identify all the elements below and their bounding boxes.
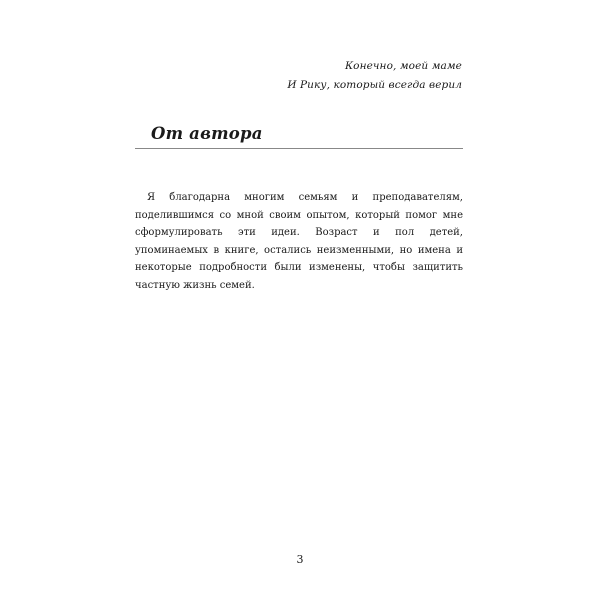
section-title: От автора <box>151 124 263 143</box>
dedication-line-1: Конечно, моей маме <box>344 60 462 72</box>
author-note-paragraph: Я благодарна многим семьям и преподавателям, поделившимся со мной своим опытом, который помог мне сформулировать эти идеи. Возраст и пол детей, упоминаемых в книге, остались неизменными, но имена и некоторые подробности были изменены, чтобы защитить частную жизнь семей. <box>135 192 463 291</box>
dedication-line-2: И Рику, который всегда верил <box>287 79 462 91</box>
dedication <box>287 57 462 95</box>
title-underline-rule <box>135 148 463 149</box>
page-number: 3 <box>296 553 304 566</box>
